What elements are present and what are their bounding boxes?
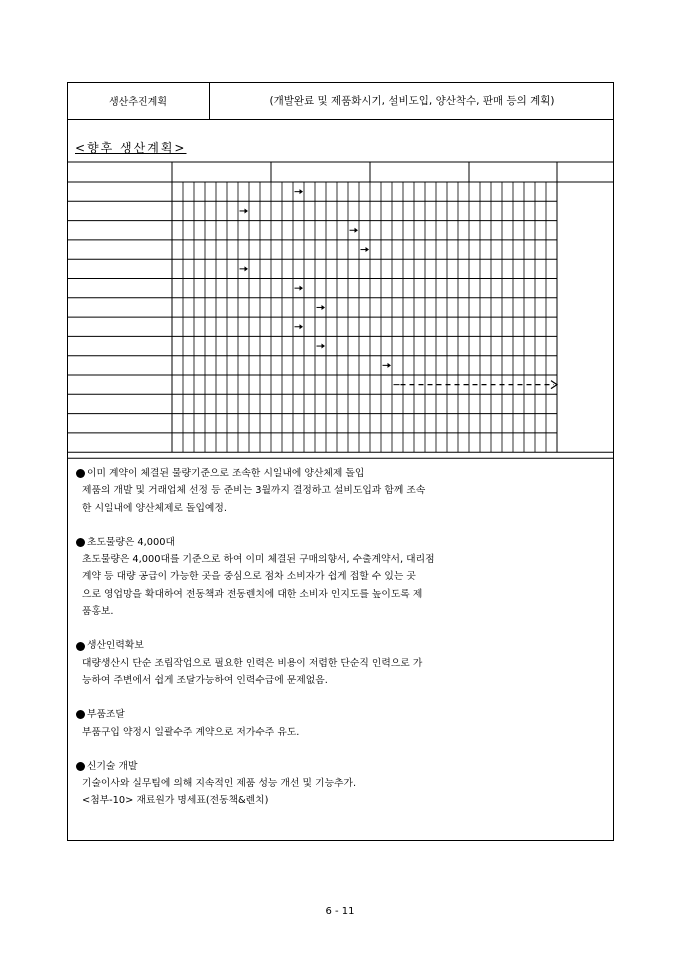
header-description: (개발완료 및 제품화시기, 설비도입, 양산착수, 판매 등의 계획) — [210, 82, 614, 120]
paragraph-heading-row — [76, 758, 606, 775]
arrow-head — [300, 324, 304, 329]
paragraph-line: 대량생산시 단순 조립작업으로 필요한 인력은 비용이 저렴한 단순직 인력으로 가 — [82, 657, 423, 669]
plan-paragraph — [76, 534, 606, 620]
paragraph-line: <첨부-10> 재료원가 명세표(전동책&렌치) — [82, 795, 269, 807]
paragraph-line: 초도물량은 4,000대를 기준으로 하여 이미 체결된 구매의향서, 수출계약서, 대리점 — [82, 554, 435, 566]
plan-paragraphs — [76, 465, 606, 827]
bullet-icon — [76, 469, 85, 478]
paragraph-line: 제품의 개발 및 거래업체 선정 등 준비는 3월까지 결정하고 설비도입과 함께 조속 — [82, 485, 426, 497]
bullet-icon — [76, 642, 85, 651]
paragraph-heading: 부품조달 — [87, 709, 125, 721]
arrow-head — [300, 286, 304, 291]
arrow-head — [355, 228, 359, 233]
paragraph-line: 으로 영업망을 확대하여 전동책과 전동렌치에 대한 소비자 인지도를 높이도록 제 — [82, 588, 423, 600]
bullet-icon — [76, 538, 85, 547]
arrow-head — [388, 363, 392, 368]
arrow-head — [366, 247, 370, 252]
arrow-head — [300, 189, 304, 194]
plan-paragraph — [76, 706, 606, 741]
plan-paragraph — [76, 758, 606, 810]
paragraph-heading-row — [76, 465, 606, 482]
paragraph-line: 능하여 주변에서 쉽게 조달가능하여 인력수급에 문제없음. — [82, 674, 328, 686]
page-number: 6 - 11 — [325, 906, 355, 917]
paragraph-line: 기술이사와 실무팀에 의해 지속적인 제품 성능 개선 및 기능추가. — [82, 778, 357, 790]
paragraph-line: 한 시일내에 양산체제로 돌입예정. — [82, 502, 227, 514]
plan-paragraph — [76, 465, 606, 517]
paragraph-line: 품홍보. — [82, 606, 114, 618]
section-subtitle: <향후 생산계획> — [75, 141, 187, 155]
paragraph-heading: 신기술 개발 — [87, 760, 138, 772]
paragraph-heading: 이미 계약이 체결된 물량기준으로 조속한 시일내에 양산체제 돌입 — [87, 468, 365, 479]
arrow-head — [322, 344, 326, 349]
arrow-head — [245, 208, 249, 213]
plan-paragraph — [76, 637, 606, 689]
paragraph-heading: 초도물량은 4,000대 — [87, 536, 175, 548]
bullet-icon — [76, 710, 85, 719]
paragraph-heading: 생산인력확보 — [87, 640, 144, 652]
header-label: 생산추진계획 — [67, 82, 210, 120]
paragraph-line: 계약 등 대량 공급이 가능한 곳을 중심으로 점차 소비자가 쉽게 접할 수 있는 곳 — [82, 571, 416, 583]
paragraph-heading-row — [76, 706, 606, 723]
arrow-head — [322, 305, 326, 310]
bullet-icon — [76, 762, 85, 771]
paragraph-heading-row — [76, 534, 606, 551]
paragraph-heading-row — [76, 637, 606, 654]
arrow-head — [245, 266, 249, 271]
paragraph-line: 부품구입 약정시 일괄수주 계약으로 저가수주 유도. — [82, 726, 300, 738]
